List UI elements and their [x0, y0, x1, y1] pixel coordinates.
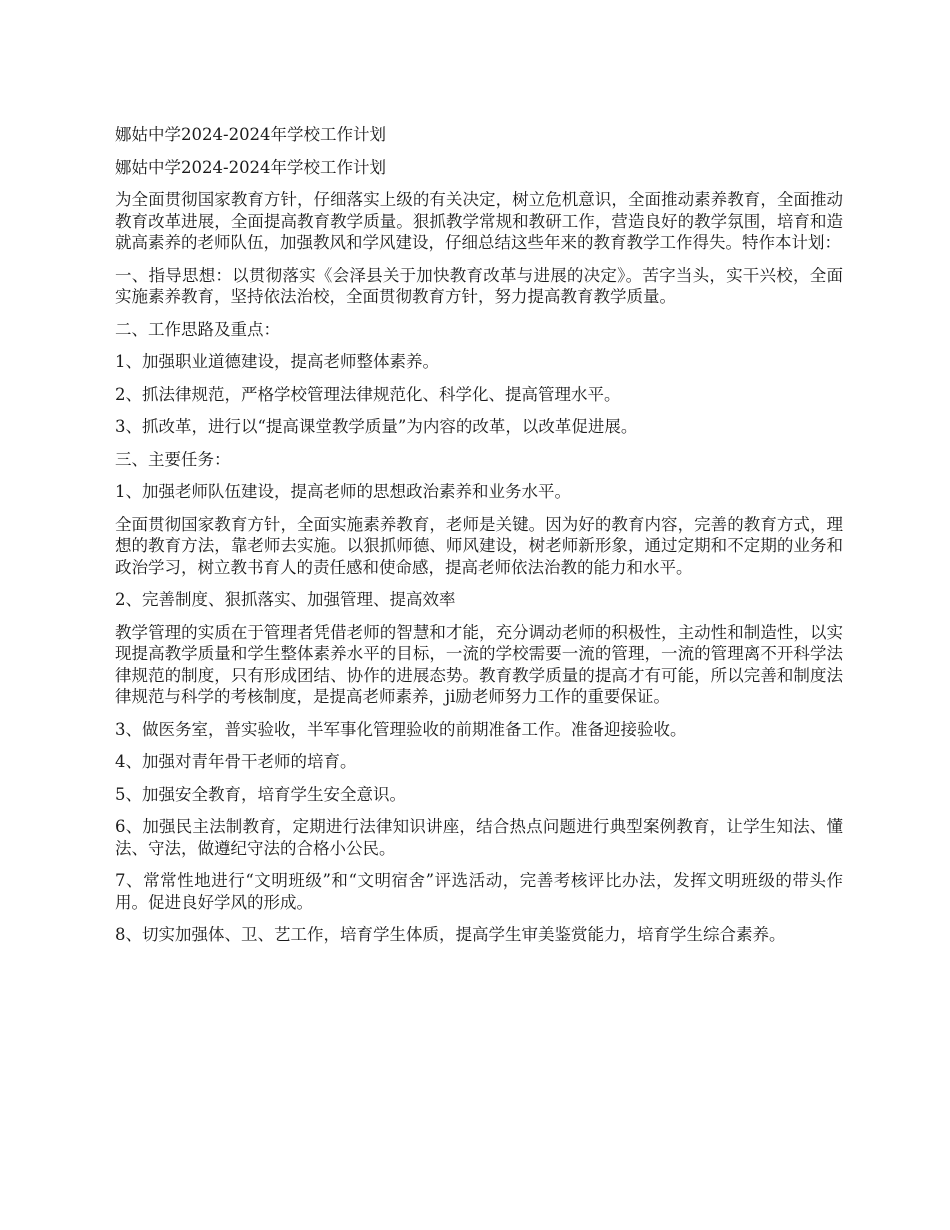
paragraph-guiding-thought: 一、指导思想：以贯彻落实《会泽县关于加快教育改革与进展的决定》。苦字当头，实干兴校，全面实施素养教育，坚持依法治校，全面贯彻教育方针，努力提高教育教学质量。: [115, 265, 843, 306]
list-item-task-4: 4、加强对青年骨干老师的培育。: [115, 752, 357, 771]
document-subtitle: 娜姑中学2024-2024年学校工作计划: [115, 157, 387, 177]
list-item-task-3: 3、做医务室，普实验收，半军事化管理验收的前期准备工作。准备迎接验收。: [115, 719, 687, 739]
list-item-task-5: 5、加强安全教育，培育学生安全意识。: [115, 784, 406, 804]
section-heading-main-tasks: 三、主要任务：: [115, 449, 231, 469]
list-item-task-7: 7、常常性地进行“文明班级”和“文明宿舍”评选活动，完善考核评比办法，发挥文明班级的带头作用。促进良好学风的形成。: [115, 871, 843, 912]
list-item-task-8: 8、切实加强体、卫、艺工作，培育学生体质，提高学生审美鉴赏能力，培育学生综合素养。: [115, 925, 786, 944]
list-item-task-2: 2、完善制度、狠抓落实、加强管理、提高效率: [115, 590, 456, 609]
list-item-work-3: 3、抓改革，进行以“提高课堂教学质量”为内容的改革，以改革促进展。: [115, 417, 638, 436]
list-item-work-2: 2、抓法律规范，严格学校管理法律规范化、科学化、提高管理水平。: [115, 384, 621, 404]
paragraph-intro: 为全面贯彻国家教育方针，仔细落实上级的有关决定，树立危机意识，全面推动素养教育，全面推动教育改革进展，全面提高教育教学质量。狠抓教学常规和教研工作，营造良好的教学氛围，培育和造就高素养的老师队伍，加强教风和学风建设，仔细总结这些年来的教育教学工作得失。特作本计划：: [115, 190, 843, 252]
document-title: 娜姑中学2024-2024年学校工作计划: [115, 125, 387, 144]
list-item-task-1: 1、加强老师队伍建设，提高老师的思想政治素养和业务水平。: [115, 482, 571, 501]
section-heading-work-ideas: 二、工作思路及重点：: [115, 319, 280, 339]
paragraph-task-2-detail: 教学管理的实质在于管理者凭借老师的智慧和才能，充分调动老师的积极性，主动性和制造性，以实现提高教学质量和学生整体素养水平的目标，一流的学校需要一流的管理，一流的管理离不开科学法律规范的制度，只有形成团结、协作的进展态势。教育教学质量的提高才有可能，所以完善和制度法律规范与科学的考核制度，是提高老师素养，ji励老师努力工作的重要保证。: [115, 622, 843, 706]
document-page: [115, 124, 843, 957]
list-item-task-6: 6、加强民主法制教育，定期进行法律知识讲座，结合热点问题进行典型案例教育，让学生知法、懂法、守法，做遵纪守法的合格小公民。: [115, 817, 843, 858]
paragraph-task-1-detail: 全面贯彻国家教育方针，全面实施素养教育，老师是关键。因为好的教育内容，完善的教育方式，理想的教育方法，靠老师去实施。以狠抓师德、师风建设，树老师新形象，通过定期和不定期的业务和政治学习，树立教书育人的责任感和使命感，提高老师依法治教的能力和水平。: [115, 514, 843, 577]
list-item-work-1: 1、加强职业道德建设，提高老师整体素养。: [115, 352, 439, 371]
